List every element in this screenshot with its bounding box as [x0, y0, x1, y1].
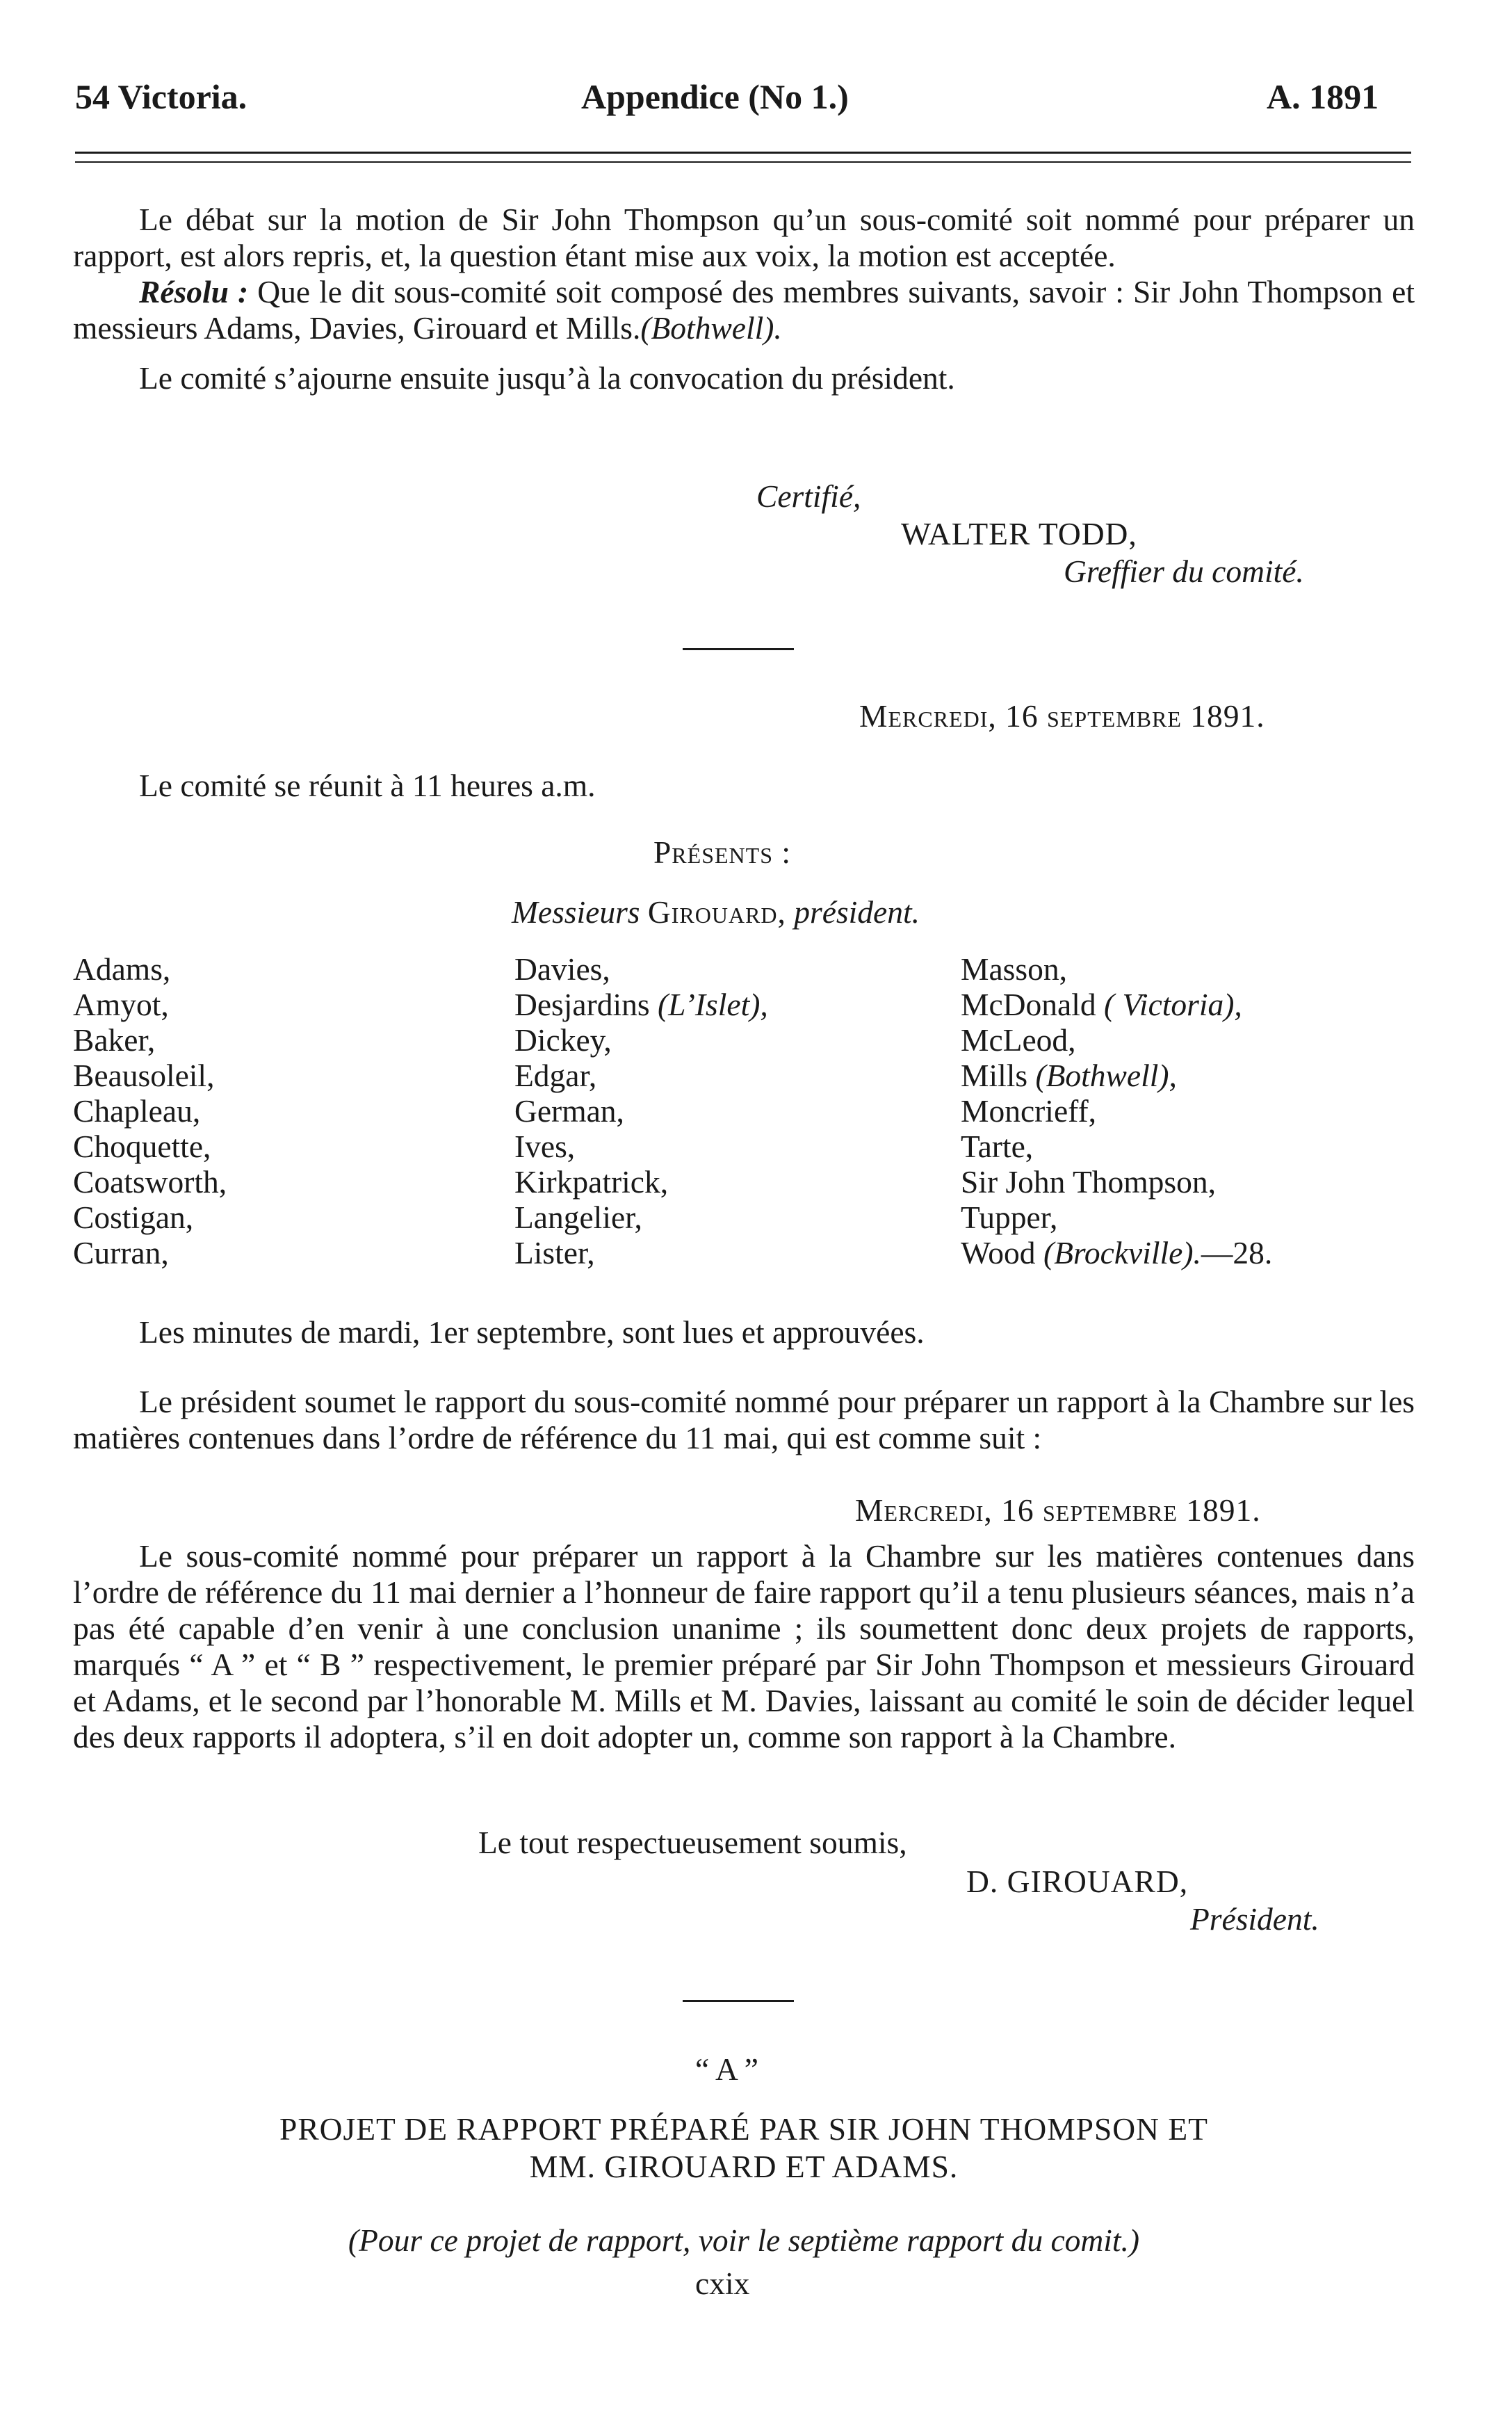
adjourn-paragraph: Le comité s’ajourne ensuite jusqu’à la convocation du président. — [139, 360, 955, 396]
report-closing: Le tout respectueusement soumis, — [478, 1825, 907, 1860]
member-entry — [514, 1093, 768, 1129]
report-date: Mercredi, 16 septembre 1891. — [855, 1492, 1261, 1528]
section-separator-2 — [683, 2000, 794, 2002]
member-entry — [514, 1164, 768, 1200]
member-entry — [514, 1129, 768, 1164]
member-name: Baker, — [73, 1022, 156, 1058]
member-name: Kirkpatrick, — [514, 1164, 669, 1200]
member-entry — [514, 951, 768, 987]
resolution-text: Que le dit sous-comité soit composé des membres suivants, savoir : Sir John Thompson et messieurs Adams, Davies, Girouard et Mills. — [73, 274, 1415, 346]
report-signer: D. GIROUARD, — [966, 1864, 1189, 1899]
member-name: McLeod, — [961, 1022, 1076, 1058]
members-column-1 — [73, 951, 227, 1270]
header-appendix: Appendice (No 1.) — [581, 77, 849, 116]
member-entry — [514, 1235, 768, 1270]
member-name: Moncrieff, — [961, 1093, 1096, 1129]
member-name: Choquette, — [73, 1129, 211, 1164]
member-entry — [961, 951, 1272, 987]
member-name: Tupper, — [961, 1200, 1058, 1235]
page-number: cxix — [695, 2266, 750, 2301]
member-name: Desjardins — [514, 987, 650, 1022]
member-name: Ives, — [514, 1129, 576, 1164]
minutes-paragraph: Les minutes de mardi, 1er septembre, sont lues et approuvées. — [139, 1314, 925, 1350]
clerk-title: Greffier du comité. — [1064, 554, 1304, 589]
member-name: Costigan, — [73, 1200, 194, 1235]
member-name: Adams, — [73, 951, 171, 987]
member-name: Wood — [961, 1235, 1036, 1270]
meeting-opening: Le comité se réunit à 11 heures a.m. — [139, 768, 596, 803]
certifie-text: Certifié, — [756, 478, 861, 514]
member-entry — [514, 1022, 768, 1058]
member-name: Langelier, — [514, 1200, 642, 1235]
report-intro-block — [73, 1384, 1415, 1456]
chair-title: président. — [794, 894, 920, 930]
member-riding: (Bothwell), — [1035, 1058, 1177, 1093]
member-entry — [514, 1200, 768, 1235]
member-count: —28. — [1201, 1235, 1273, 1270]
member-name: Masson, — [961, 951, 1067, 987]
member-entry — [961, 1093, 1272, 1129]
member-entry — [961, 1022, 1272, 1058]
member-name: German, — [514, 1093, 624, 1129]
section-a-note: (Pour ce projet de rapport, voir le septième rapport du comit.) — [348, 2222, 1140, 2258]
member-riding: (L’Islet), — [657, 987, 768, 1022]
intro-block — [73, 202, 1415, 396]
resolu-label: Résolu : — [139, 274, 249, 309]
member-entry — [961, 1164, 1272, 1200]
report-intro-paragraph: Le président soumet le rapport du sous-comité nommé pour préparer un rapport à la Chambre sur les matières contenues dans l’ordre de référence du 11 mai, qui est comme suit : — [73, 1384, 1415, 1455]
member-name: Coatsworth, — [73, 1164, 227, 1200]
member-riding: ( Victoria), — [1103, 987, 1242, 1022]
member-name: Sir John Thompson, — [961, 1164, 1216, 1200]
member-name: Edgar, — [514, 1058, 597, 1093]
header-session: 54 Victoria. — [75, 77, 247, 116]
resolution-paren: (Bothwell). — [640, 310, 782, 346]
member-riding: (Brockville). — [1043, 1235, 1201, 1270]
section-a-mark: “ A ” — [695, 2051, 758, 2087]
member-entry — [514, 1058, 768, 1093]
member-name: McDonald — [961, 987, 1096, 1022]
member-entry — [961, 987, 1272, 1022]
section-separator-1 — [683, 648, 794, 650]
header-rule-bottom — [75, 161, 1411, 163]
presents-heading: Présents : — [653, 834, 792, 870]
member-name: Beausoleil, — [73, 1058, 215, 1093]
member-name: Amyot, — [73, 987, 169, 1022]
clerk-name: WALTER TODD, — [901, 516, 1137, 551]
section-a-title-line1: PROJET DE RAPPORT PRÉPARÉ PAR SIR JOHN THOMPSON ET — [279, 2111, 1208, 2147]
member-entry — [961, 1129, 1272, 1164]
chair-line — [512, 894, 920, 930]
member-name: Curran, — [73, 1235, 169, 1270]
member-name: Tarte, — [961, 1129, 1034, 1164]
member-entry — [514, 987, 768, 1022]
member-name: Mills — [961, 1058, 1028, 1093]
meeting-date: Mercredi, 16 septembre 1891. — [859, 698, 1265, 734]
debate-paragraph: Le débat sur la motion de Sir John Thompson qu’un sous-comité soit nommé pour préparer un rapport, est alors repris, et, la question étant mise aux voix, la motion est acceptée. — [73, 202, 1415, 273]
chair-name: Girouard, — [647, 894, 786, 930]
chair-prefix: Messieurs — [512, 894, 640, 930]
member-name: Lister, — [514, 1235, 595, 1270]
report-body-block — [73, 1538, 1415, 1755]
members-column-2 — [514, 951, 768, 1270]
header-year: A. 1891 — [1267, 77, 1379, 116]
member-name: Davies, — [514, 951, 610, 987]
members-column-3 — [961, 951, 1272, 1270]
section-a-title-line2: MM. GIROUARD ET ADAMS. — [529, 2149, 959, 2184]
member-name: Chapleau, — [73, 1093, 201, 1129]
member-entry — [961, 1235, 1272, 1270]
resolution-paragraph — [73, 274, 1415, 346]
report-body-paragraph: Le sous-comité nommé pour préparer un rapport à la Chambre sur les matières contenues dans l’ordre de référence du 11 mai dernier a l’honneur de faire rapport qu’il a tenu plusieurs séances, mais n’a pas été capable d’en venir à une conclusion unanime ; ils soumettent donc deux projets de rapports, marqués “ A ” et “ B ” respectivement, le premier préparé par Sir John Thompson et messieurs Girouard et Adams, et le second par l’honorable M. Mills et M. Davies, laissant au comité le soin de décider lequel des deux rapports il adoptera, s’il en doit adopter un, comme son rapport à la Chambre. — [73, 1538, 1415, 1754]
report-signer-title: Président. — [1190, 1901, 1319, 1937]
member-entry — [961, 1058, 1272, 1093]
header-rule-top — [75, 152, 1411, 154]
member-entry — [961, 1200, 1272, 1235]
minutes-block — [73, 1314, 1415, 1350]
member-name: Dickey, — [514, 1022, 612, 1058]
